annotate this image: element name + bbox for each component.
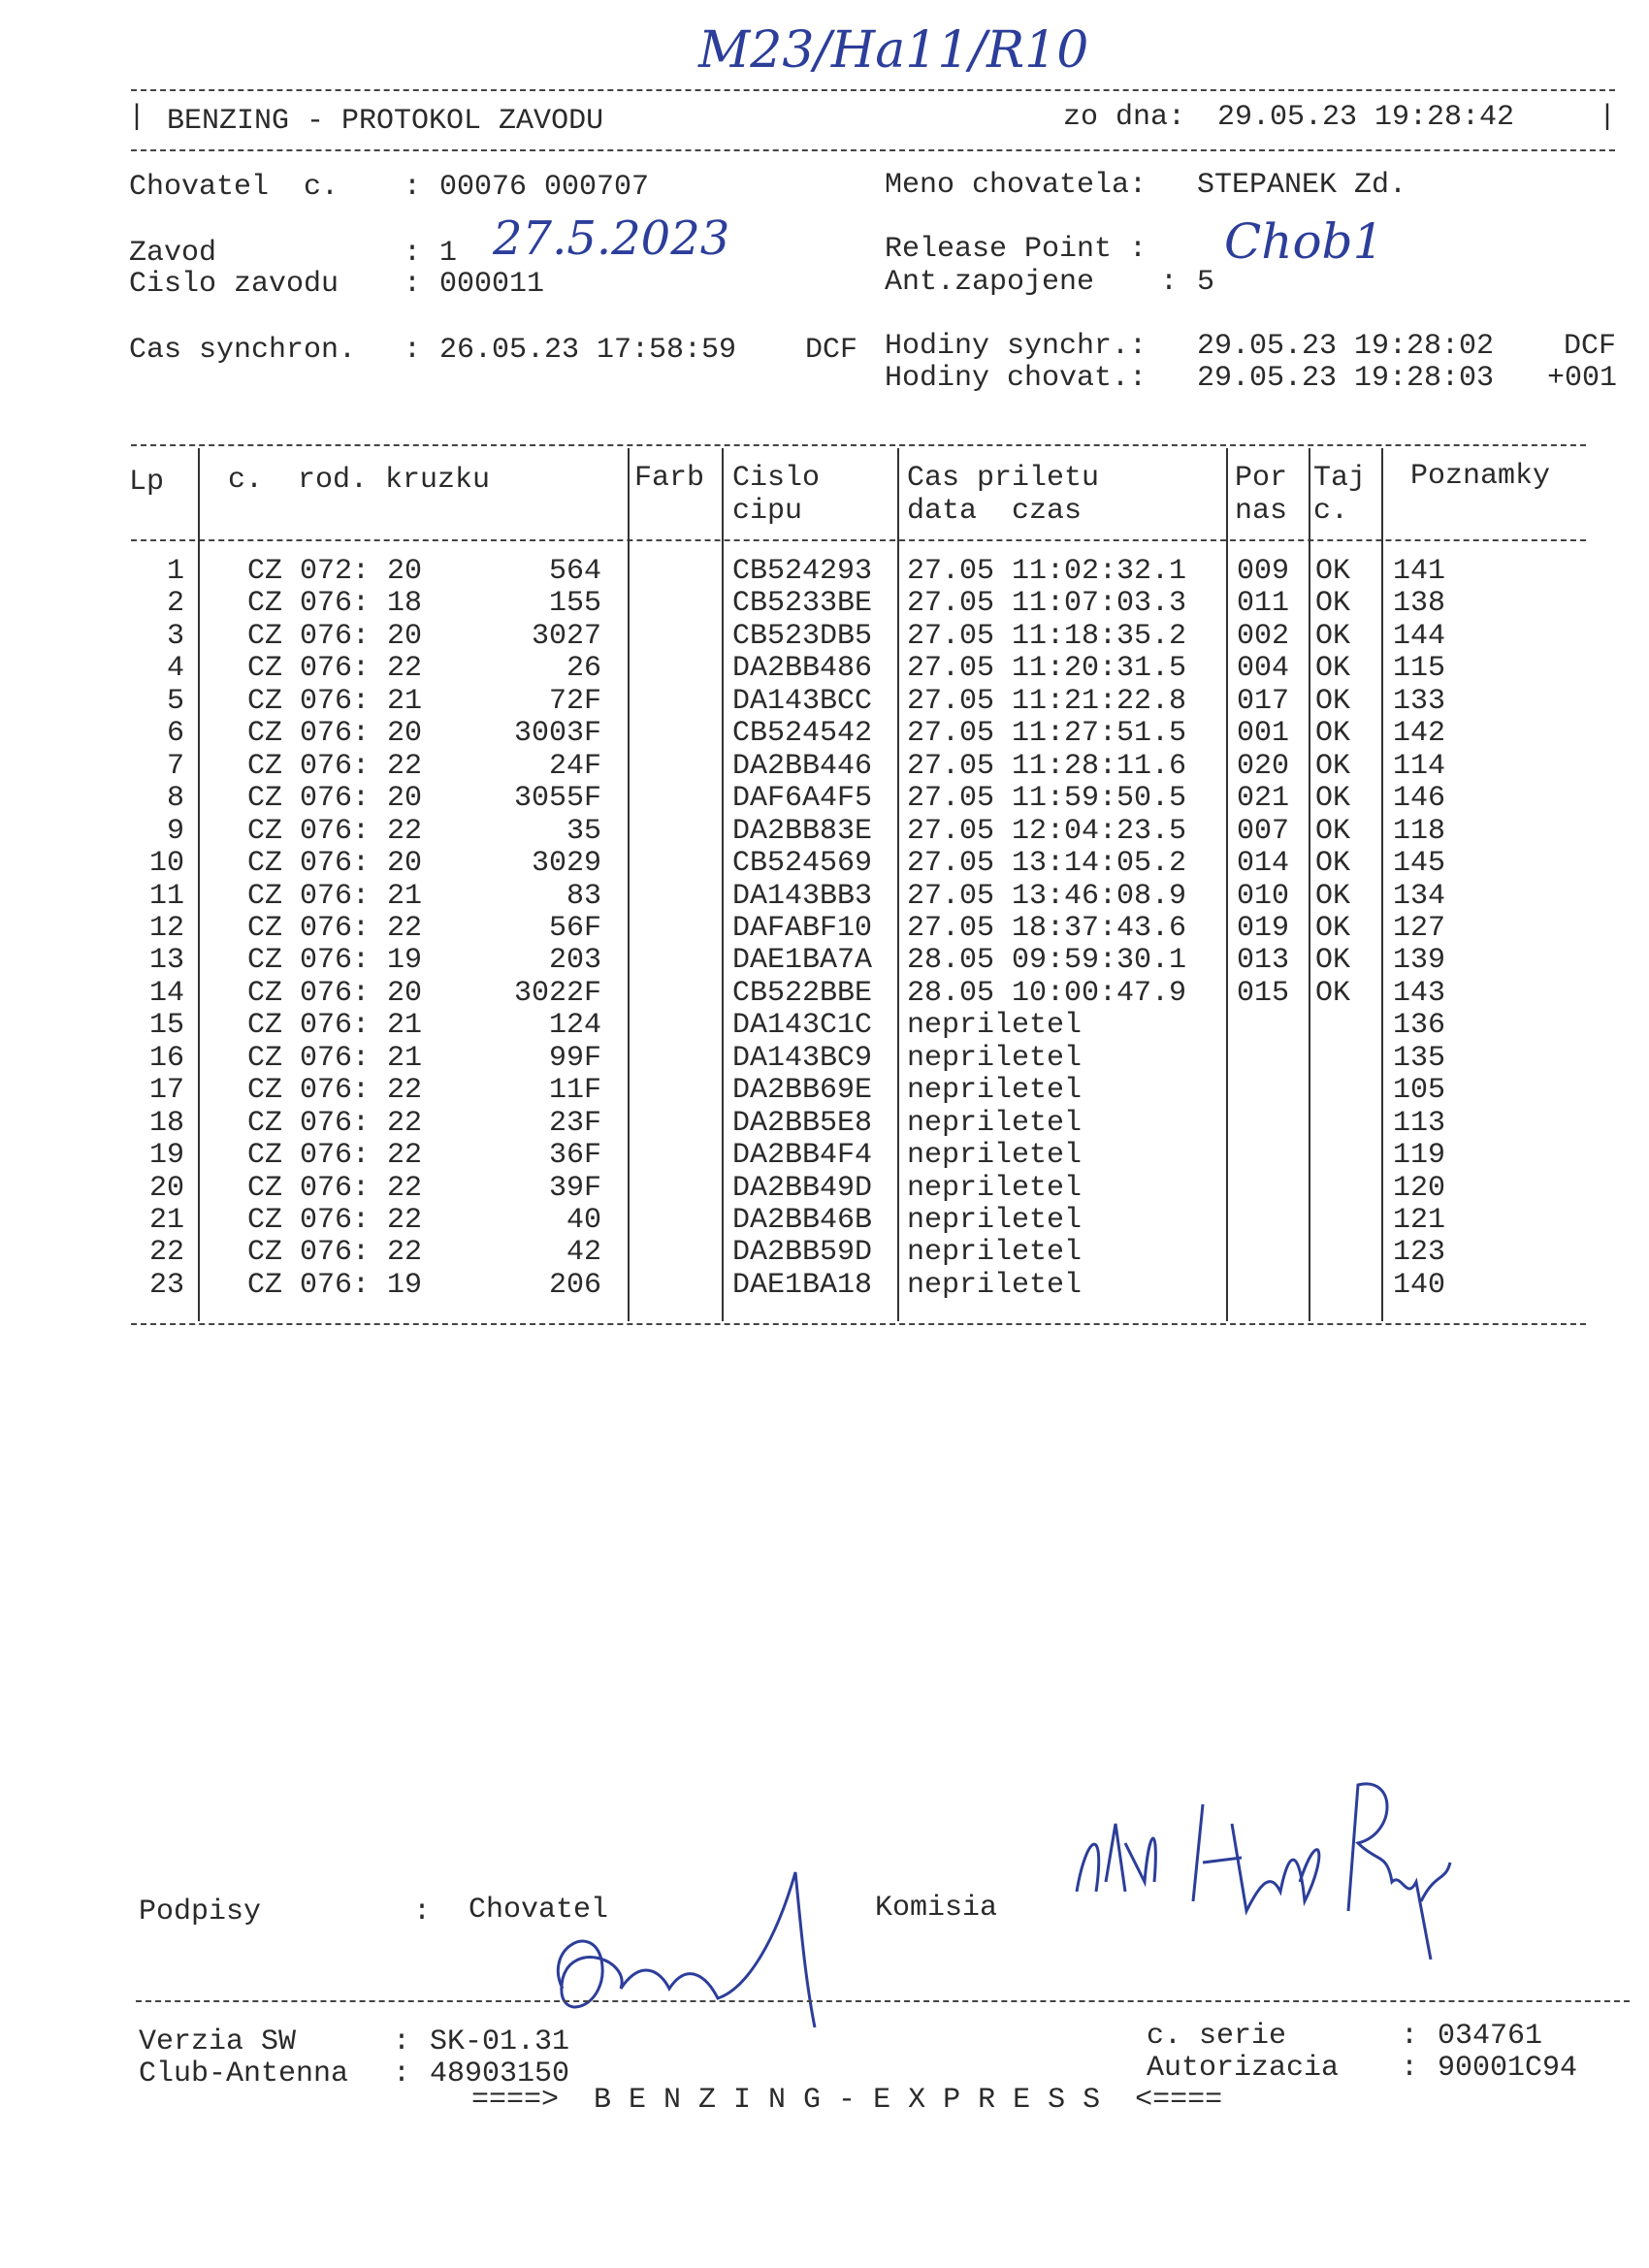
cell-arrival-time: 27.05 11:20:31.5 — [907, 652, 1187, 686]
header-date-label: zo dna: — [1063, 101, 1186, 134]
race-value: 1 — [439, 237, 458, 270]
cell-ring: CZ 076: 22 — [247, 1106, 423, 1140]
race-number-label: Cislo zavodu — [129, 268, 340, 301]
col-header-order-2: nas — [1235, 495, 1288, 528]
clock-sync-label: Hodiny synchr.: — [885, 330, 1148, 363]
cell-ring: CZ 076: 22 — [247, 1236, 423, 1270]
cell-ring-number: 11F — [548, 1074, 601, 1108]
clock-breeder-value: 29.05.23 19:28:03 — [1197, 362, 1495, 395]
cell-ring-number: 40 — [566, 1204, 601, 1237]
cell-arrival-time: nepriletel — [907, 1009, 1083, 1043]
col-header-color: Farb — [634, 462, 705, 495]
cell-arrival-time: 28.05 10:00:47.9 — [907, 976, 1187, 1010]
cell-lp: 8 — [166, 782, 184, 816]
cell-chip: DA2BB69E — [732, 1074, 873, 1108]
cell-ring: CZ 076: 22 — [247, 652, 423, 686]
cell-note: 135 — [1393, 1041, 1446, 1075]
cell-ring-number: 155 — [548, 587, 601, 621]
cell-lp: 1 — [166, 555, 184, 588]
header-top-border — [131, 89, 1615, 91]
cell-ring-number: 36F — [548, 1139, 601, 1173]
cell-chip: CB524569 — [732, 847, 873, 881]
cell-note: 120 — [1393, 1171, 1446, 1205]
cell-ring: CZ 076: 22 — [247, 1139, 423, 1173]
authorization-colon: : — [1401, 2052, 1419, 2085]
clock-sync-source: DCF — [1564, 330, 1617, 363]
cell-ring: CZ 076: 21 — [247, 879, 423, 913]
cell-secret: OK — [1315, 652, 1351, 686]
table-row — [0, 652, 1649, 685]
antennas-colon: : — [1160, 266, 1179, 299]
header-left-bar: | — [128, 101, 146, 134]
cell-secret: OK — [1315, 619, 1351, 653]
cell-ring: CZ 076: 21 — [247, 684, 423, 718]
cell-ring: CZ 076: 20 — [247, 782, 423, 816]
cell-lp: 6 — [166, 717, 184, 751]
table-row — [0, 944, 1649, 977]
cell-chip: CB523DB5 — [732, 619, 873, 653]
serial-number: 034761 — [1438, 2020, 1543, 2053]
table-header-border — [131, 539, 1586, 541]
table-row — [0, 1204, 1649, 1237]
cell-lp: 20 — [148, 1171, 184, 1205]
cell-ring: CZ 076: 21 — [247, 1009, 423, 1043]
cell-note: 114 — [1393, 749, 1446, 783]
sync-colon: : — [404, 334, 422, 367]
cell-arrival-time: 27.05 13:14:05.2 — [907, 847, 1187, 881]
cell-order: 019 — [1237, 911, 1290, 945]
cell-ring-number: 42 — [566, 1236, 601, 1270]
table-row — [0, 815, 1649, 848]
cell-secret: OK — [1315, 911, 1351, 945]
breeder-number-label: Chovatel c. — [129, 171, 340, 204]
breeder-name-label: Meno chovatela: — [885, 169, 1148, 202]
table-row — [0, 685, 1649, 718]
cell-secret: OK — [1315, 814, 1351, 848]
cell-chip: DA2BB83E — [732, 814, 873, 848]
cell-order: 007 — [1237, 814, 1290, 848]
cell-lp: 11 — [148, 879, 184, 913]
cell-lp: 17 — [148, 1074, 184, 1108]
cell-chip: DA2BB446 — [732, 749, 873, 783]
sync-source: DCF — [805, 334, 858, 367]
cell-order: 013 — [1237, 944, 1290, 978]
cell-note: 146 — [1393, 782, 1446, 816]
cell-chip: DA2BB5E8 — [732, 1106, 873, 1140]
cell-ring: CZ 076: 22 — [247, 814, 423, 848]
table-row — [0, 847, 1649, 880]
col-header-secret-2: c. — [1313, 495, 1349, 528]
handwritten-release-point: Chob1 — [1224, 213, 1384, 270]
cell-arrival-time: 27.05 11:27:51.5 — [907, 717, 1187, 751]
table-row — [0, 912, 1649, 945]
cell-arrival-time: nepriletel — [907, 1236, 1083, 1270]
cell-lp: 18 — [148, 1106, 184, 1140]
sync-value: 26.05.23 17:58:59 — [439, 334, 737, 367]
cell-lp: 15 — [148, 1009, 184, 1043]
cell-lp: 23 — [148, 1268, 184, 1302]
cell-ring: CZ 072: 20 — [247, 555, 423, 588]
cell-lp: 16 — [148, 1041, 184, 1075]
cell-ring: CZ 076: 20 — [247, 976, 423, 1010]
cell-ring-number: 83 — [566, 879, 601, 913]
clock-breeder-diff: +001 — [1547, 362, 1618, 395]
race-number-colon: : — [404, 268, 422, 301]
cell-lp: 12 — [148, 911, 184, 945]
table-row — [0, 782, 1649, 815]
table-row — [0, 1236, 1649, 1269]
sw-version: SK-01.31 — [430, 2025, 570, 2058]
cell-note: 115 — [1393, 652, 1446, 686]
cell-lp: 5 — [166, 684, 184, 718]
cell-chip: DA143BC9 — [732, 1041, 873, 1075]
cell-order: 004 — [1237, 652, 1290, 686]
commission-signature-label: Komisia — [875, 1892, 998, 1925]
table-row — [0, 750, 1649, 783]
table-row — [0, 620, 1649, 653]
cell-ring-number: 35 — [566, 814, 601, 848]
cell-secret: OK — [1315, 717, 1351, 751]
cell-ring: CZ 076: 22 — [247, 749, 423, 783]
cell-note: 113 — [1393, 1106, 1446, 1140]
cell-chip: DAE1BA7A — [732, 944, 873, 978]
cell-ring: CZ 076: 19 — [247, 944, 423, 978]
cell-note: 134 — [1393, 879, 1446, 913]
cell-lp: 3 — [166, 619, 184, 653]
cell-note: 141 — [1393, 555, 1446, 588]
cell-chip: DA143BCC — [732, 684, 873, 718]
cell-chip: DA143C1C — [732, 1009, 873, 1043]
cell-secret: OK — [1315, 944, 1351, 978]
col-header-secret: Taj — [1313, 462, 1367, 495]
antennas-value: 5 — [1197, 266, 1215, 299]
cell-ring-number: 56F — [548, 911, 601, 945]
cell-chip: DA2BB4F4 — [732, 1139, 873, 1173]
cell-order: 001 — [1237, 717, 1290, 751]
cell-note: 123 — [1393, 1236, 1446, 1270]
cell-note: 140 — [1393, 1268, 1446, 1302]
cell-lp: 14 — [148, 976, 184, 1010]
antennas-label: Ant.zapojene — [885, 266, 1095, 299]
cell-arrival-time: 27.05 11:28:11.6 — [907, 749, 1187, 783]
cell-chip: DA2BB59D — [732, 1236, 873, 1270]
sync-label: Cas synchron. — [129, 334, 357, 367]
cell-ring-number: 203 — [548, 944, 601, 978]
cell-chip: DAF6A4F5 — [732, 782, 873, 816]
cell-lp: 2 — [166, 587, 184, 621]
cell-order: 009 — [1237, 555, 1290, 588]
table-row — [0, 717, 1649, 750]
release-point-label: Release Point : — [885, 233, 1148, 266]
cell-ring-number: 564 — [548, 555, 601, 588]
cell-order: 021 — [1237, 782, 1290, 816]
cell-ring: CZ 076: 18 — [247, 587, 423, 621]
sw-version-label: Verzia SW — [139, 2025, 297, 2058]
cell-ring-number: 3027 — [531, 619, 601, 653]
cell-ring-number: 24F — [548, 749, 601, 783]
cell-ring: CZ 076: 21 — [247, 1041, 423, 1075]
cell-ring-number: 3055F — [513, 782, 601, 816]
cell-secret: OK — [1315, 684, 1351, 718]
cell-note: 121 — [1393, 1204, 1446, 1237]
race-label: Zavod — [129, 237, 217, 270]
cell-arrival-time: nepriletel — [907, 1139, 1083, 1173]
cell-secret: OK — [1315, 847, 1351, 881]
cell-chip: DA2BB486 — [732, 652, 873, 686]
col-header-chip-2: cipu — [732, 495, 803, 528]
cell-lp: 10 — [148, 847, 184, 881]
cell-secret: OK — [1315, 587, 1351, 621]
cell-order: 011 — [1237, 587, 1290, 621]
cell-ring: CZ 076: 20 — [247, 619, 423, 653]
cell-ring: CZ 076: 22 — [247, 1074, 423, 1108]
table-row — [0, 880, 1649, 913]
cell-chip: DAE1BA18 — [732, 1268, 873, 1302]
cell-ring-number: 3003F — [513, 717, 601, 751]
cell-ring: CZ 076: 20 — [247, 847, 423, 881]
cell-chip: DA2BB46B — [732, 1204, 873, 1237]
cell-ring-number: 23F — [548, 1106, 601, 1140]
cell-chip: CB522BBE — [732, 976, 873, 1010]
col-header-time: Cas priletu — [907, 462, 1100, 495]
authorization-label: Autorizacia — [1147, 2052, 1340, 2085]
cell-ring-number: 99F — [548, 1041, 601, 1075]
cell-note: 143 — [1393, 976, 1446, 1010]
cell-ring: CZ 076: 19 — [247, 1268, 423, 1302]
cell-ring: CZ 076: 20 — [247, 717, 423, 751]
club-antenna-colon: : — [393, 2057, 411, 2090]
cell-note: 119 — [1393, 1139, 1446, 1173]
cell-order: 020 — [1237, 749, 1290, 783]
table-bottom-border — [131, 1323, 1586, 1325]
race-number: 000011 — [439, 268, 545, 301]
club-antenna-label: Club-Antenna — [139, 2057, 349, 2090]
cell-secret: OK — [1315, 879, 1351, 913]
cell-arrival-time: 27.05 12:04:23.5 — [907, 814, 1187, 848]
clock-breeder-label: Hodiny chovat.: — [885, 362, 1148, 395]
breeder-signature — [524, 1843, 834, 2037]
table-row — [0, 977, 1649, 1010]
cell-lp: 13 — [148, 944, 184, 978]
cell-arrival-time: 27.05 11:21:22.8 — [907, 684, 1187, 718]
cell-ring: CZ 076: 22 — [247, 1204, 423, 1237]
cell-ring-number: 124 — [548, 1009, 601, 1043]
serial-label: c. serie — [1147, 2020, 1287, 2053]
cell-lp: 19 — [148, 1139, 184, 1173]
table-top-border — [131, 444, 1586, 446]
table-row — [0, 1172, 1649, 1205]
col-header-time-2: data czas — [907, 495, 1083, 528]
signatures-colon: : — [413, 1895, 432, 1928]
sw-version-colon: : — [393, 2025, 411, 2058]
col-header-chip: Cislo — [732, 462, 821, 495]
table-row — [0, 1042, 1649, 1075]
cell-note: 133 — [1393, 684, 1446, 718]
cell-ring-number: 26 — [566, 652, 601, 686]
header-date-value: 29.05.23 19:28:42 — [1217, 101, 1515, 134]
cell-order: 017 — [1237, 684, 1290, 718]
cell-note: 118 — [1393, 814, 1446, 848]
col-header-lp: Lp — [129, 466, 165, 499]
cell-note: 136 — [1393, 1009, 1446, 1043]
cell-order: 015 — [1237, 976, 1290, 1010]
cell-note: 105 — [1393, 1074, 1446, 1108]
cell-secret: OK — [1315, 976, 1351, 1010]
header-bottom-border — [131, 149, 1615, 151]
cell-lp: 21 — [148, 1204, 184, 1237]
cell-note: 142 — [1393, 717, 1446, 751]
cell-ring-number: 3022F — [513, 976, 601, 1010]
cell-note: 144 — [1393, 619, 1446, 653]
cell-arrival-time: nepriletel — [907, 1204, 1083, 1237]
breeder-name: STEPANEK Zd. — [1197, 169, 1407, 202]
cell-note: 139 — [1393, 944, 1446, 978]
cell-ring-number: 206 — [548, 1268, 601, 1302]
signatures-label: Podpisy — [139, 1895, 262, 1928]
race-colon: : — [404, 237, 422, 270]
authorization-code: 90001C94 — [1438, 2052, 1578, 2085]
footer-banner: ====> B E N Z I N G - E X P R E S S <==== — [471, 2084, 1223, 2117]
serial-colon: : — [1401, 2020, 1419, 2053]
cell-lp: 22 — [148, 1236, 184, 1270]
club-antenna: 48903150 — [430, 2057, 570, 2090]
cell-lp: 7 — [166, 749, 184, 783]
cell-ring-number: 72F — [548, 684, 601, 718]
cell-secret: OK — [1315, 555, 1351, 588]
table-row — [0, 1139, 1649, 1172]
table-row — [0, 1107, 1649, 1140]
cell-note: 127 — [1393, 911, 1446, 945]
cell-arrival-time: nepriletel — [907, 1171, 1083, 1205]
col-header-notes: Poznamky — [1410, 460, 1551, 493]
cell-order: 010 — [1237, 879, 1290, 913]
cell-secret: OK — [1315, 782, 1351, 816]
cell-ring: CZ 076: 22 — [247, 911, 423, 945]
commission-signatures — [1057, 1766, 1465, 1960]
table-row — [0, 1009, 1649, 1042]
table-row — [0, 587, 1649, 620]
cell-lp: 9 — [166, 814, 184, 848]
handwritten-race-code: M23/Ha11/R10 — [698, 21, 1089, 80]
cell-arrival-time: 27.05 13:46:08.9 — [907, 879, 1187, 913]
footer-top-border — [136, 2000, 1630, 2002]
cell-lp: 4 — [166, 652, 184, 686]
cell-chip: DA143BB3 — [732, 879, 873, 913]
table-row — [0, 555, 1649, 588]
cell-note: 145 — [1393, 847, 1446, 881]
table-row — [0, 1074, 1649, 1107]
cell-arrival-time: 27.05 11:02:32.1 — [907, 555, 1187, 588]
breeder-number: 00076 000707 — [439, 171, 650, 204]
clock-sync-value: 29.05.23 19:28:02 — [1197, 330, 1495, 363]
cell-arrival-time: 27.05 11:07:03.3 — [907, 587, 1187, 621]
cell-ring-number: 3029 — [531, 847, 601, 881]
cell-arrival-time: 28.05 09:59:30.1 — [907, 944, 1187, 978]
cell-arrival-time: nepriletel — [907, 1074, 1083, 1108]
cell-note: 138 — [1393, 587, 1446, 621]
breeder-number-colon: : — [404, 171, 422, 204]
cell-ring: CZ 076: 22 — [247, 1171, 423, 1205]
col-header-order: Por — [1235, 462, 1288, 495]
cell-chip: CB524542 — [732, 717, 873, 751]
cell-chip: DAFABF10 — [732, 911, 873, 945]
cell-arrival-time: 27.05 11:18:35.2 — [907, 619, 1187, 653]
handwritten-race-date: 27.5.2023 — [493, 211, 730, 266]
cell-arrival-time: 27.05 11:59:50.5 — [907, 782, 1187, 816]
cell-arrival-time: nepriletel — [907, 1268, 1083, 1302]
cell-chip: CB5233BE — [732, 587, 873, 621]
document-title: BENZING - PROTOKOL ZAVODU — [167, 105, 604, 138]
cell-arrival-time: nepriletel — [907, 1041, 1083, 1075]
cell-order: 014 — [1237, 847, 1290, 881]
col-header-ring: c. rod. kruzku — [228, 464, 491, 497]
cell-ring-number: 39F — [548, 1171, 601, 1205]
breeder-signature-label: Chovatel — [469, 1894, 609, 1927]
cell-chip: DA2BB49D — [732, 1171, 873, 1205]
cell-arrival-time: nepriletel — [907, 1106, 1083, 1140]
table-row — [0, 1269, 1649, 1302]
cell-arrival-time: 27.05 18:37:43.6 — [907, 911, 1187, 945]
cell-secret: OK — [1315, 749, 1351, 783]
cell-chip: CB524293 — [732, 555, 873, 588]
header-right-bar: | — [1599, 101, 1617, 134]
cell-order: 002 — [1237, 619, 1290, 653]
